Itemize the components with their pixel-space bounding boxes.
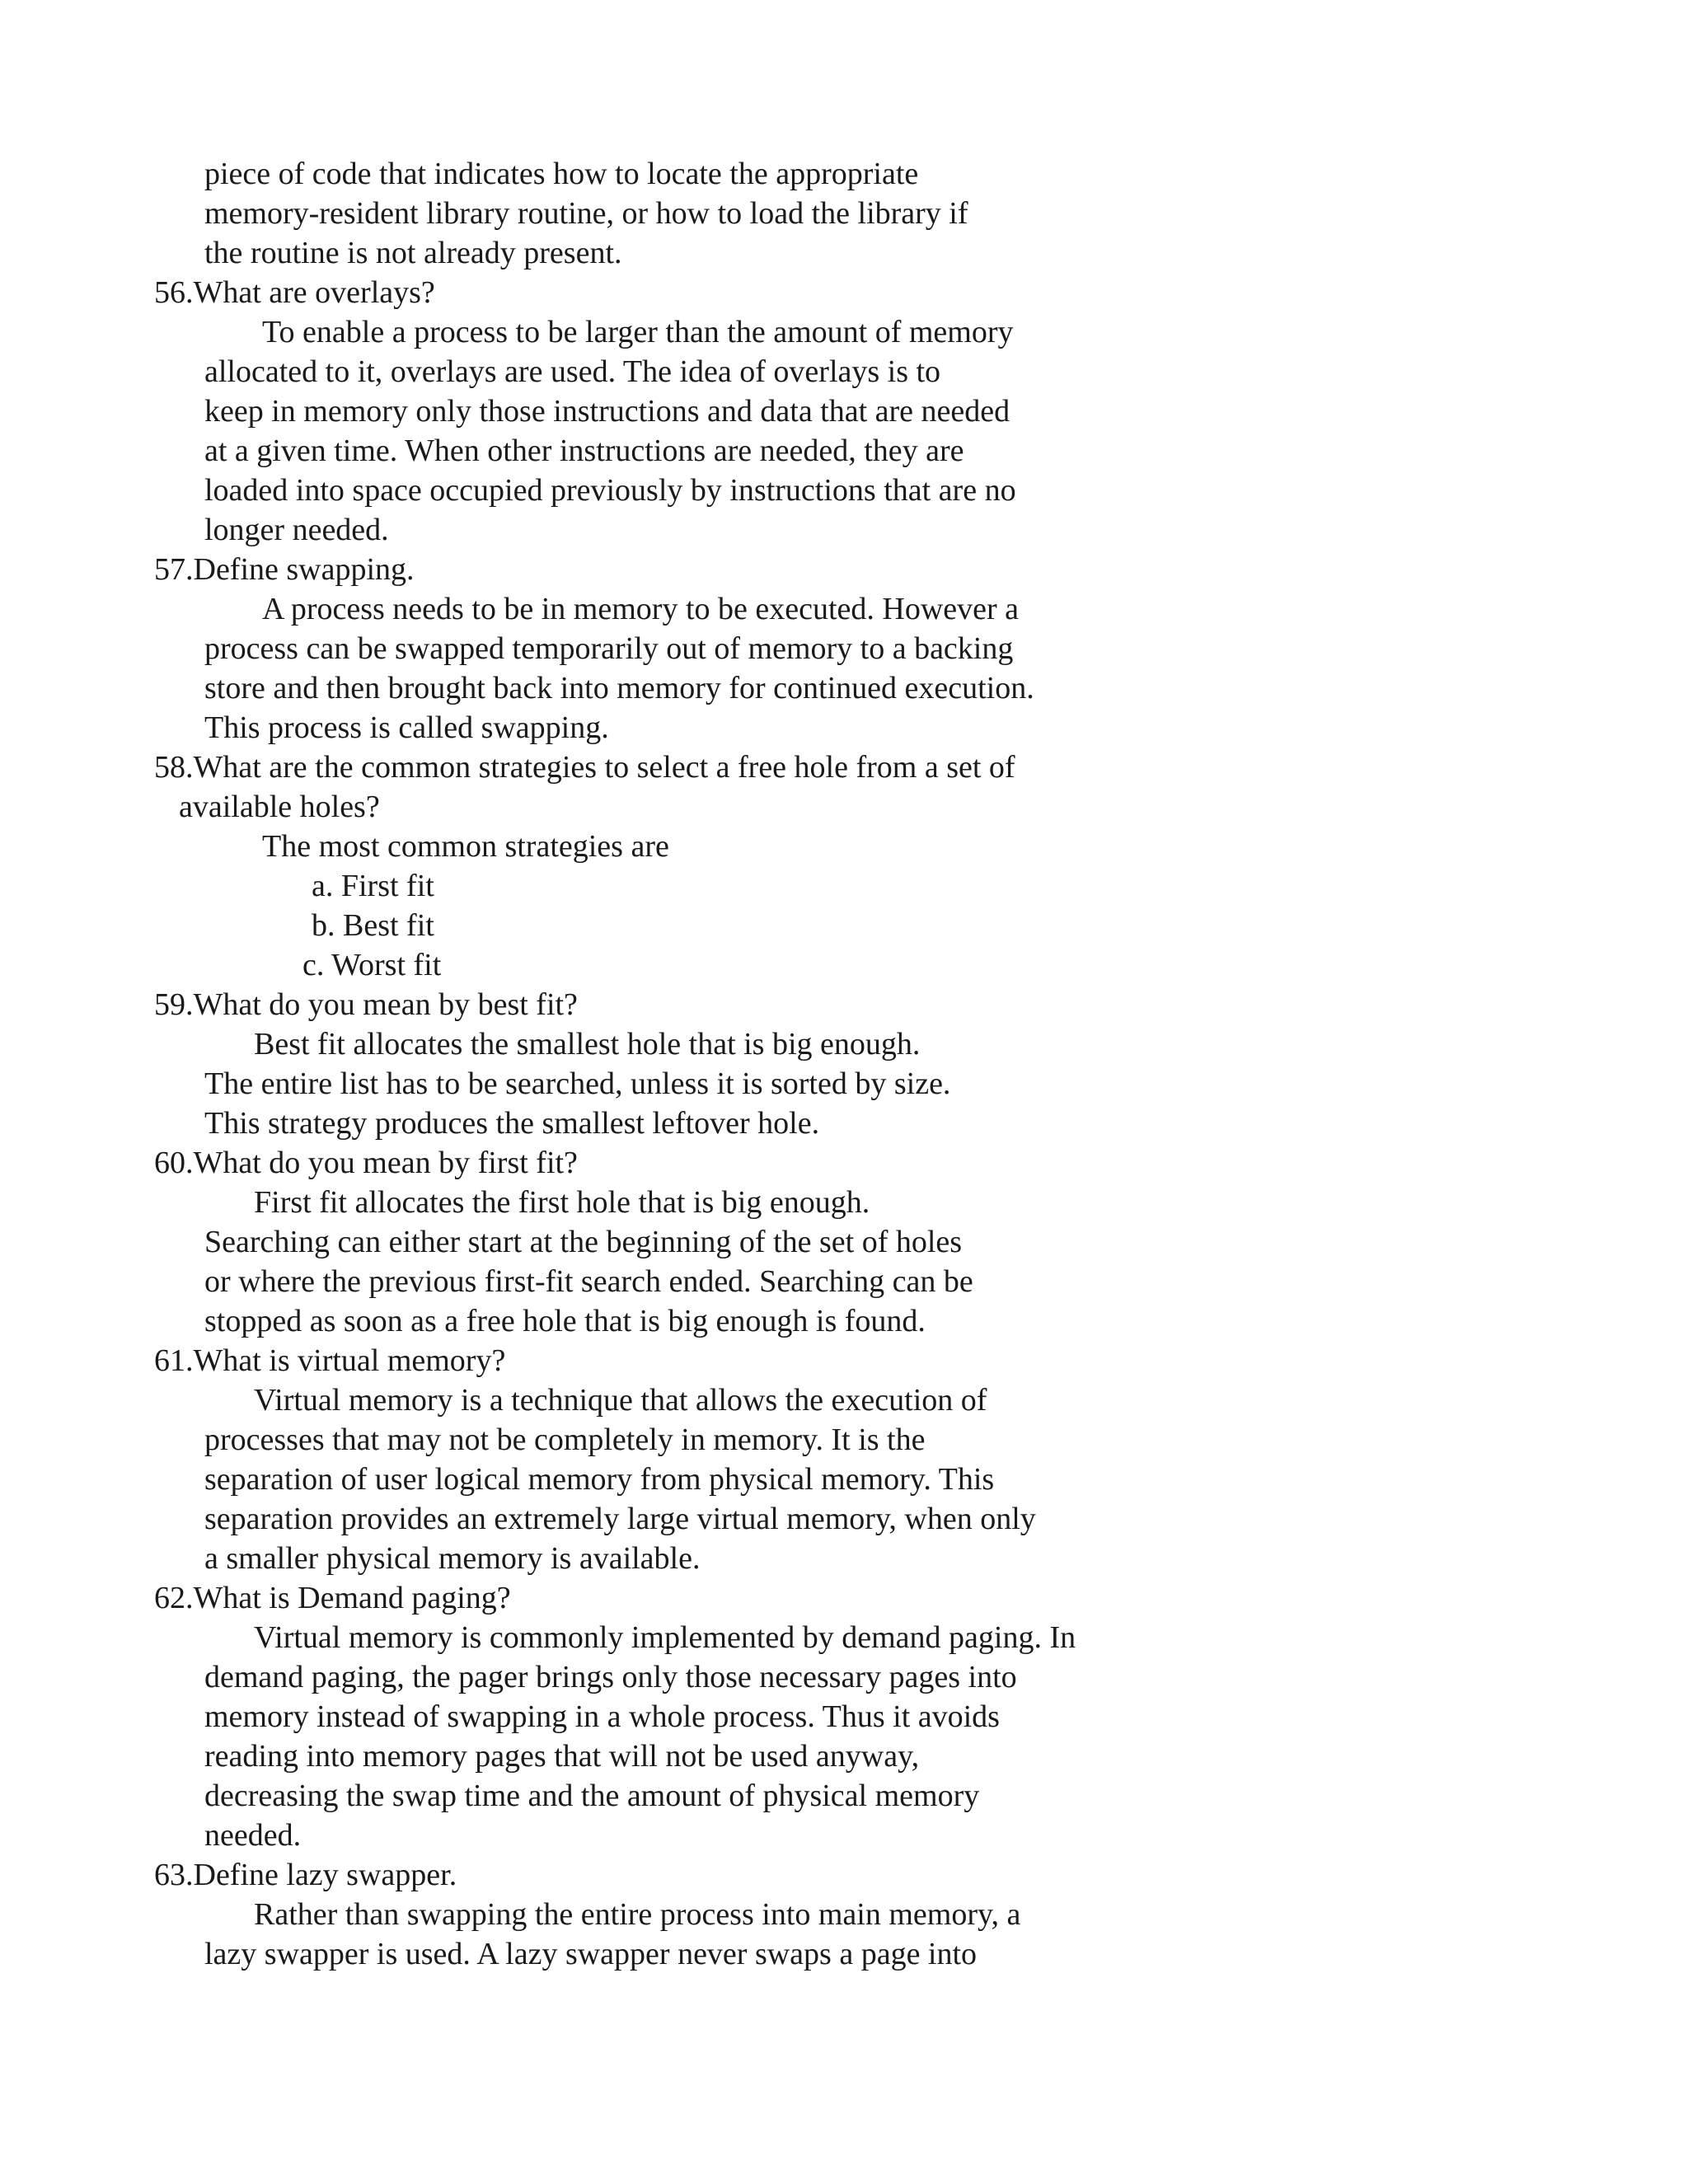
- text-line: at a given time. When other instructions are needed, they are: [204, 434, 964, 468]
- text-line: piece of code that indicates how to locate the appropriate: [204, 157, 919, 191]
- text-line: memory instead of swapping in a whole process. Thus it avoids: [204, 1699, 1000, 1734]
- question-heading: 57.Define swapping.: [154, 552, 415, 587]
- text-line: separation of user logical memory from physical memory. This: [204, 1462, 995, 1497]
- text-line: loaded into space occupied previously by instructions that are no: [204, 473, 1016, 508]
- text-line: Virtual memory is commonly implemented by demand paging. In: [254, 1620, 1076, 1655]
- question-heading: 59.What do you mean by best fit?: [154, 987, 578, 1022]
- text-line: decreasing the swap time and the amount of physical memory: [204, 1779, 980, 1813]
- text-line: allocated to it, overlays are used. The idea of overlays is to: [204, 354, 941, 389]
- text-line: Rather than swapping the entire process into main memory, a: [254, 1897, 1021, 1932]
- text-line: store and then brought back into memory for continued execution.: [204, 671, 1034, 705]
- question-heading: 61.What is virtual memory?: [154, 1343, 506, 1378]
- text-line: First fit allocates the first hole that is big enough.: [254, 1185, 870, 1220]
- question-heading: available holes?: [179, 790, 380, 824]
- text-line: keep in memory only those instructions and data that are needed: [204, 394, 1010, 429]
- text-line: memory-resident library routine, or how to load the library if: [204, 196, 968, 231]
- text-line: This strategy produces the smallest leftover hole.: [204, 1106, 820, 1141]
- text-line: A process needs to be in memory to be executed. However a: [262, 592, 1020, 626]
- text-line: The entire list has to be searched, unless it is sorted by size.: [204, 1066, 951, 1101]
- text-line: To enable a process to be larger than the amount of memory: [262, 315, 1014, 349]
- text-line: Best fit allocates the smallest hole that is big enough.: [254, 1027, 921, 1062]
- text-line: demand paging, the pager brings only those necessary pages into: [204, 1660, 1017, 1694]
- question-heading: 62.What is Demand paging?: [154, 1581, 511, 1615]
- question-heading: 63.Define lazy swapper.: [154, 1858, 457, 1892]
- text-line: lazy swapper is used. A lazy swapper never swaps a page into: [204, 1937, 978, 1971]
- text-line: Virtual memory is a technique that allows the execution of: [254, 1383, 987, 1418]
- text-line: or where the previous first-fit search ended. Searching can be: [204, 1264, 973, 1299]
- text-line: process can be swapped temporarily out of memory to a backing: [204, 631, 1014, 666]
- text-line: stopped as soon as a free hole that is big enough is found.: [204, 1304, 926, 1338]
- text-line: longer needed.: [204, 513, 389, 547]
- question-heading: 60.What do you mean by first fit?: [154, 1146, 578, 1180]
- list-item: b. Best fit: [312, 908, 434, 943]
- list-item: c. Worst fit: [302, 948, 442, 982]
- text-line: The most common strategies are: [262, 829, 669, 864]
- text-line: processes that may not be completely in memory. It is the: [204, 1422, 926, 1457]
- text-line: This process is called swapping.: [204, 710, 609, 745]
- text-line: separation provides an extremely large virtual memory, when only: [204, 1502, 1036, 1536]
- text-line: Searching can either start at the beginning of the set of holes: [204, 1225, 963, 1259]
- text-line: the routine is not already present.: [204, 236, 622, 270]
- question-heading: 56.What are overlays?: [154, 275, 435, 310]
- list-item: a. First fit: [312, 869, 434, 903]
- text-line: a smaller physical memory is available.: [204, 1541, 701, 1576]
- question-heading: 58.What are the common strategies to select a free hole from a set of: [154, 750, 1015, 785]
- text-line: needed.: [204, 1818, 302, 1853]
- text-line: reading into memory pages that will not be used anyway,: [204, 1739, 920, 1774]
